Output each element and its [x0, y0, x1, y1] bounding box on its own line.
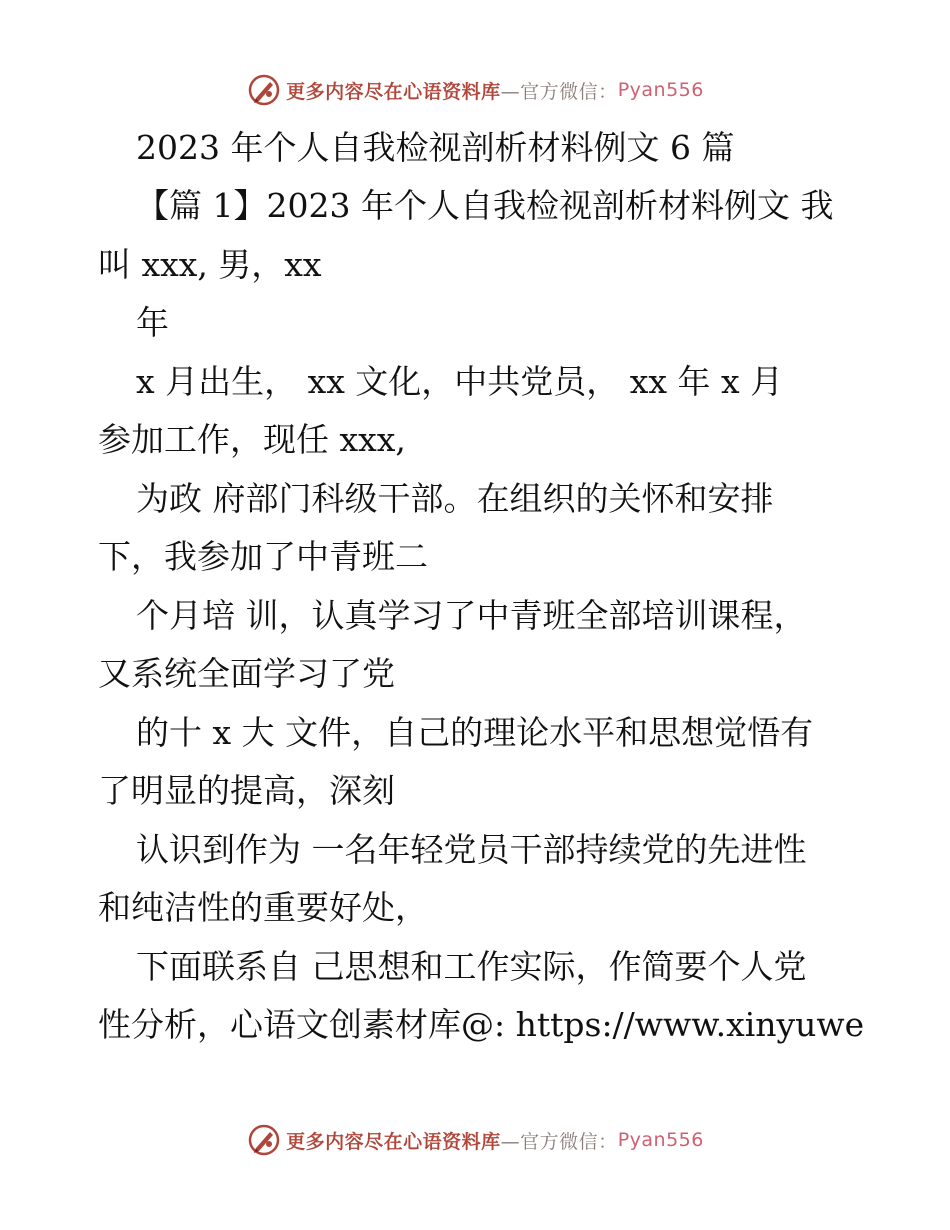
pen-seal-logo-icon [246, 72, 282, 108]
document-line: 下，我参加了中青班二 [98, 537, 428, 576]
document-line: 下面联系自 己思想和工作实际，作简要个人党 [136, 947, 807, 986]
document-line: x 月出生， xx 文化，中共党员， xx 年 x 月 [136, 362, 784, 401]
banner-red-text: 更多内容尽在心语资料库 [286, 80, 501, 103]
document-line: 个月培 训，认真学习了中青班全部培训课程， [136, 596, 807, 635]
document-line: 【篇 1】2023 年个人自我检视剖析材料例文 我 [136, 186, 834, 225]
document-line: 和纯洁性的重要好处， [98, 888, 428, 927]
document-line: 为政 府部门科级干部。在组织的关怀和安排 [136, 479, 774, 518]
document-line: 的十 x 大 文件，自己的理论水平和思想觉悟有 [136, 713, 814, 752]
document-line: 又系统全面学习了党 [98, 654, 395, 693]
banner-dash-text: —官方微信： [500, 80, 618, 103]
document-title: 2023 年个人自我检视剖析材料例文 6 篇 [136, 128, 735, 167]
footer-watermark-banner [0, 1120, 950, 1160]
banner-dash-text: —官方微信： [500, 1130, 618, 1153]
pen-seal-logo-icon [246, 1122, 282, 1158]
document-line: 认识到作为 一名年轻党员干部持续党的先进性 [136, 830, 807, 869]
banner-wechat-id: Pyan556 [617, 79, 704, 101]
document-line: 年 [136, 303, 169, 342]
document-line: 了明显的提高，深刻 [98, 771, 395, 810]
header-watermark-banner [0, 70, 950, 110]
banner-wechat-id: Pyan556 [617, 1129, 704, 1151]
document-line: 性分析，心语文创素材库@: https://www.xinyuwe [98, 1005, 865, 1044]
banner-red-text: 更多内容尽在心语资料库 [286, 1130, 501, 1153]
document-line: 叫 xxx, 男，xx [98, 245, 322, 284]
document-line: 参加工作，现任 xxx, [98, 420, 406, 459]
